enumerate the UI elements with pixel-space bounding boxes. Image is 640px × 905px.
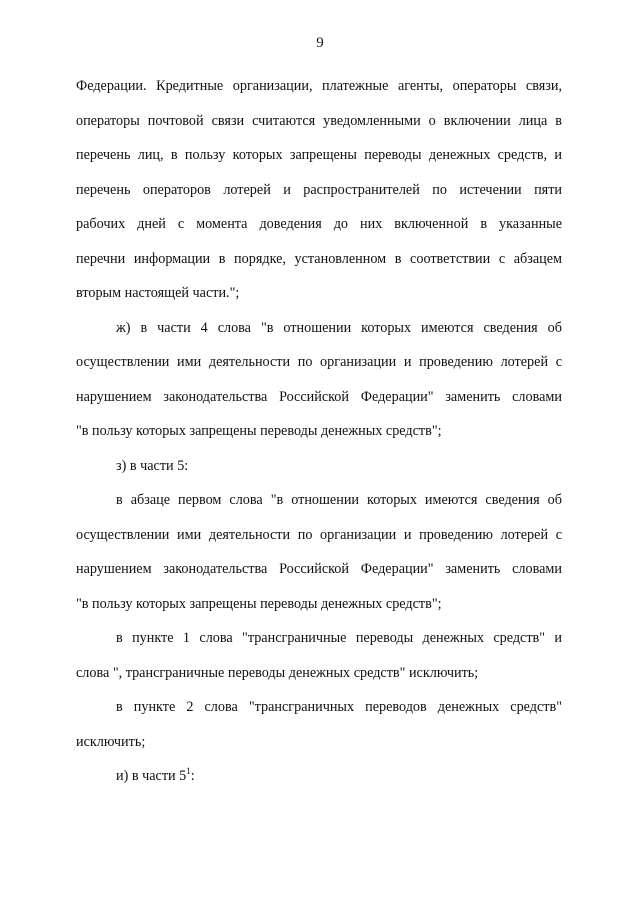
text-line: перечень операторов лотерей и распространителей по истечении пяти (76, 181, 562, 198)
page-number: 9 (316, 35, 324, 51)
text-line: ж) в части 4 слова "в отношении которых имеются сведения об (116, 319, 562, 336)
text-line: з) в части 5: (116, 457, 189, 474)
text-line: нарушением законодательства Российской Федерации" заменить словами (76, 561, 562, 577)
text-line: в пункте 1 слова "трансграничные переводы денежных средств" и (116, 630, 562, 646)
document-body (76, 69, 562, 794)
paragraph-first-subparagraph (76, 483, 562, 621)
text-line: Федерации. Кредитные организации, платежные агенты, операторы связи, (76, 78, 562, 94)
text-line (76, 759, 562, 794)
text-line: осуществлении ими деятельности по организации и проведению лотерей с (76, 526, 562, 543)
text-line: осуществлении ими деятельности по организации и проведению лотерей с (76, 354, 562, 370)
text-line: "в пользу которых запрещены переводы денежных средств"; (76, 423, 442, 439)
text-line: нарушением законодательства Российской Федерации" заменить словами (76, 388, 562, 405)
paragraph-point-1 (76, 621, 562, 690)
text-line: в пункте 2 слова "трансграничных переводов денежных средств" (116, 699, 562, 715)
text-line: рабочих дней с момента доведения до них включенной в указанные (76, 216, 562, 232)
paragraph-point-2 (76, 690, 562, 759)
paragraph-item-zh (76, 311, 562, 449)
paragraph-item-i (76, 759, 562, 794)
text-line: "в пользу которых запрещены переводы денежных средств"; (76, 595, 442, 612)
text-line: вторым настоящей части."; (76, 285, 240, 301)
text-line: перечни информации в порядке, установленном в соответствии с абзацем (76, 250, 562, 267)
text-line: слова ", трансграничные переводы денежных средств" исключить; (76, 664, 479, 681)
text-line: в абзаце первом слова "в отношении которых имеются сведения об (116, 492, 562, 508)
superscript: 1 (186, 766, 191, 776)
text-line: исключить; (76, 733, 146, 750)
text-line: перечень лиц, в пользу которых запрещены переводы денежных средств, и (76, 147, 562, 163)
paragraph-item-z (76, 449, 562, 484)
paragraph-continuation (76, 69, 562, 311)
item-i-tail: : (190, 768, 195, 784)
text-line: операторы почтовой связи считаются уведомленными о включении лица в (76, 112, 562, 129)
item-i-text: и) в части 5 (116, 768, 187, 784)
